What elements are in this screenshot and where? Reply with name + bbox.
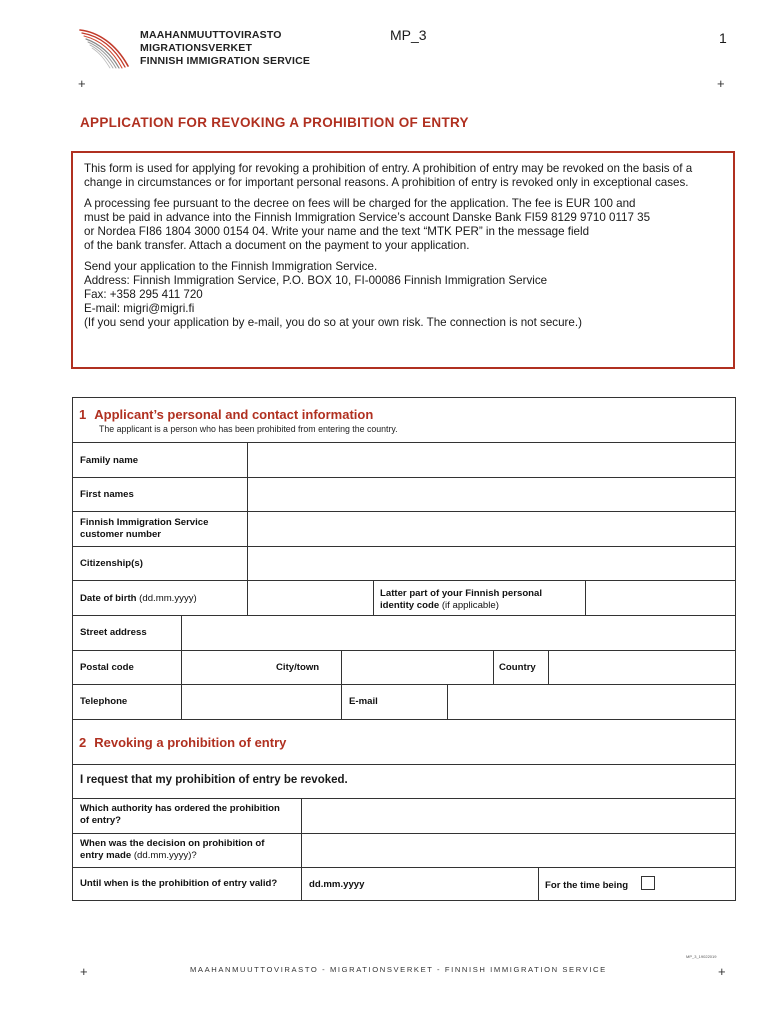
logo-line-en: FINNISH IMMIGRATION SERVICE <box>140 55 311 67</box>
street-address-label: Street address <box>80 627 147 638</box>
authority-label: Which authority has ordered the prohibition of entry? <box>80 803 280 826</box>
crop-mark-top-right: + <box>717 76 725 91</box>
email-field[interactable] <box>448 685 735 718</box>
authority-field[interactable] <box>302 799 735 832</box>
application-form <box>72 397 736 901</box>
instructions-purpose: This form is used for applying for revoking a prohibition of entry. A prohibition of entry may be revoked on the basis of a change in circumstances or for important personal reasons. A prohibition of entry is revoked only in exceptional cases. <box>84 162 693 189</box>
for-time-being-label: For the time being <box>545 880 629 891</box>
citizenship-field[interactable] <box>248 547 735 579</box>
telephone-field[interactable] <box>182 685 340 718</box>
date-of-birth-label: Date of birth (dd.mm.yyyy) <box>80 593 197 604</box>
footer-agency-names: MAAHANMUUTTOVIRASTO - MIGRATIONSVERKET - FINNISH IMMIGRATION SERVICE <box>190 965 607 974</box>
instructions-contact <box>84 260 723 330</box>
country-label: Country <box>499 662 536 673</box>
form-version-code: MP_3_19022019 <box>686 954 717 959</box>
section-1-subtitle: The applicant is a person who has been prohibited from entering the country. <box>99 424 398 434</box>
family-name-label: Family name <box>80 455 139 466</box>
citizenship-label: Citizenship(s) <box>80 558 143 569</box>
logo-line-sv: MIGRATIONSVERKET <box>140 42 253 54</box>
contact-line: Fax: +358 295 411 720 <box>84 288 203 301</box>
fee-line: or Nordea FI86 1804 3000 0154 04. Write your name and the text “MTK PER” in the message field <box>84 225 590 238</box>
personal-identity-code-field[interactable] <box>586 581 735 614</box>
document-id: MP_3 <box>390 27 427 43</box>
logo-line-fi: MAAHANMUUTTOVIRASTO <box>140 29 282 41</box>
city-label: City/town <box>276 662 320 673</box>
instructions-fee <box>84 197 723 253</box>
bird-logo-icon <box>78 26 136 70</box>
section-2-title: 2 Revoking a prohibition of entry <box>79 735 287 750</box>
country-field[interactable] <box>549 651 735 683</box>
postal-code-field[interactable] <box>182 651 340 683</box>
decision-date-field[interactable] <box>302 834 735 866</box>
revocation-request-statement: I request that my prohibition of entry be revoked. <box>80 774 348 786</box>
valid-until-date-placeholder: dd.mm.yyyy <box>309 879 365 890</box>
first-names-label: First names <box>80 489 134 500</box>
date-of-birth-field[interactable] <box>248 581 372 614</box>
crop-mark-bottom-left: + <box>80 964 88 979</box>
for-time-being-checkbox[interactable] <box>641 876 655 890</box>
valid-until-date-field[interactable] <box>302 868 537 900</box>
customer-number-field[interactable] <box>248 512 735 545</box>
street-address-field[interactable] <box>182 616 735 649</box>
agency-logo-text <box>140 29 310 68</box>
page-title: APPLICATION FOR REVOKING A PROHIBITION OF ENTRY <box>80 115 469 130</box>
postal-code-label: Postal code <box>80 662 134 673</box>
telephone-label: Telephone <box>80 696 128 707</box>
personal-identity-code-label: Latter part of your Finnish personal identity code (if applicable) <box>380 588 543 611</box>
fee-line: of the bank transfer. Attach a document on the payment to your application. <box>84 239 470 252</box>
crop-mark-bottom-right: + <box>718 964 726 979</box>
contact-line: Address: Finnish Immigration Service, P.O. BOX 10, FI-00086 Finnish Immigration Service <box>84 274 548 287</box>
fee-line: A processing fee pursuant to the decree on fees will be charged for the application. The fee is EUR 100 and <box>84 197 636 210</box>
decision-date-label: When was the decision on prohibition of entry made (dd.mm.yyyy)? <box>80 838 265 861</box>
section-1-title: 1 Applicant’s personal and contact information <box>79 407 374 422</box>
contact-line: E-mail: migri@migri.fi <box>84 302 195 315</box>
contact-line: (If you send your application by e-mail, you do so at your own risk. The connection is not secure.) <box>84 316 582 329</box>
fee-line: must be paid in advance into the Finnish Immigration Service’s account Danske Bank FI59 8129 9710 0117 35 <box>84 211 651 224</box>
crop-mark-top-left: + <box>78 76 86 91</box>
city-field[interactable] <box>342 651 492 683</box>
page-number: 1 <box>719 30 727 46</box>
customer-number-label: Finnish Immigration Service customer number <box>80 517 209 540</box>
valid-until-label: Until when is the prohibition of entry valid? <box>80 878 278 889</box>
email-label: E-mail <box>349 696 378 707</box>
contact-line: Send your application to the Finnish Immigration Service. <box>84 260 378 273</box>
first-names-field[interactable] <box>248 478 735 510</box>
family-name-field[interactable] <box>248 443 735 476</box>
instructions-box <box>71 151 735 369</box>
